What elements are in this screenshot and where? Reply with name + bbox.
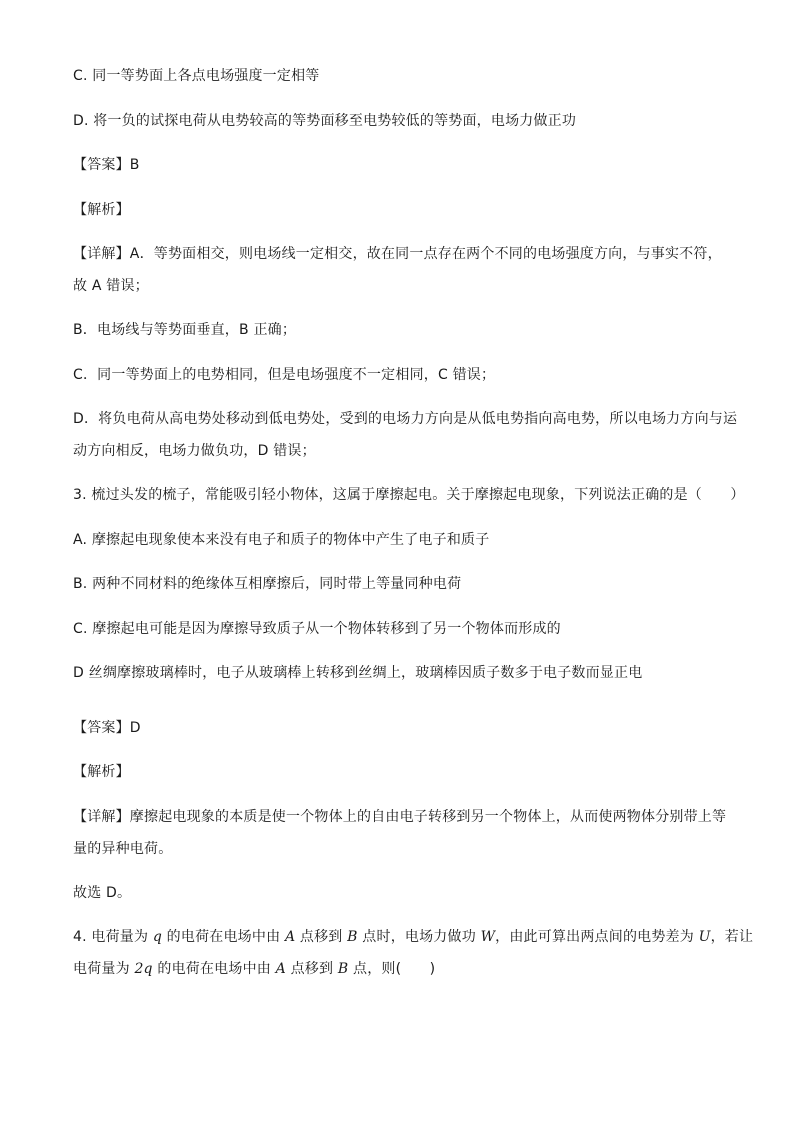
q4-text-3: 点移到 bbox=[295, 929, 348, 945]
q4-text-1: 4. 电荷量为 bbox=[73, 929, 153, 945]
answer-label-2: 【答案】D bbox=[73, 720, 141, 736]
q4-var-q: q bbox=[152, 929, 163, 945]
explanation-d-line-1: D．将负电荷从高电势处移动到低电势处，受到的电场力方向是从低电势指向高电势，所以电场力方向与运 bbox=[73, 411, 738, 427]
question-3-option-a: A. 摩擦起电现象使本来没有电子和质子的物体中产生了电子和质子 bbox=[73, 532, 490, 548]
analysis-label-2: 【解析】 bbox=[73, 764, 130, 780]
choose-answer-line: 故选 D。 bbox=[73, 885, 132, 901]
explanation-a-line-2: 故 A 错误； bbox=[73, 278, 149, 294]
q4-l2-text-4: 点，则( ) bbox=[348, 961, 436, 977]
q4-text-2: 的电荷在电场中由 bbox=[162, 929, 285, 945]
q4-var-b: B bbox=[347, 929, 358, 945]
explanation-b-line: B．电场线与等势面垂直，B 正确； bbox=[73, 322, 297, 338]
q4-var-u: U bbox=[698, 929, 711, 945]
answer-label: 【答案】B bbox=[73, 157, 140, 173]
q4-text-6: ，若让 bbox=[710, 929, 754, 945]
q4-text-5: ，由此可算出两点间的电势差为 bbox=[495, 929, 699, 945]
explanation-q3-line-2: 量的异种电荷。 bbox=[73, 841, 173, 857]
explanation-q3-line-1: 【详解】摩擦起电现象的本质是使一个物体上的自由电子转移到另一个物体上，从而使两物体分别带上等 bbox=[73, 809, 727, 825]
explanation-d-line-2: 动方向相反，电场力做负功，D 错误； bbox=[73, 443, 316, 459]
question-4-line-1 bbox=[73, 927, 753, 947]
explanation-a-line-1: 【详解】A．等势面相交，则电场线一定相交，故在同一点存在两个不同的电场强度方向，与事实不符， bbox=[73, 246, 722, 262]
question-3-stem: 3. 梳过头发的梳子，常能吸引轻小物体，这属于摩擦起电。关于摩擦起电现象，下列说法正确的是（ ） bbox=[73, 487, 745, 503]
q4-var-w: W bbox=[480, 929, 496, 945]
q4-l2-var-b: B bbox=[337, 961, 349, 977]
question-3-option-b: B. 两种不同材料的绝缘体互相摩擦后，同时带上等量同种电荷 bbox=[73, 576, 462, 592]
q4-l2-text-3: 点移到 bbox=[285, 961, 338, 977]
question-4-line-2 bbox=[73, 959, 435, 979]
q4-var-2q: 2q bbox=[134, 961, 153, 977]
question-3-option-c: C. 摩擦起电可能是因为摩擦导致质子从一个物体转移到了另一个物体而形成的 bbox=[73, 621, 561, 637]
q4-l2-text-2: 的电荷在电场中由 bbox=[152, 961, 276, 977]
option-d-line: D. 将一负的试探电荷从电势较高的等势面移至电势较低的等势面，电场力做正功 bbox=[73, 113, 577, 129]
question-3-option-d: D 丝绸摩擦玻璃棒时，电子从玻璃棒上转移到丝绸上，玻璃棒因质子数多于电子数而显正电 bbox=[73, 665, 643, 681]
explanation-c-line: C．同一等势面上的电势相同，但是电场强度不一定相同，C 错误； bbox=[73, 367, 496, 383]
q4-l2-text-1: 电荷量为 bbox=[73, 961, 135, 977]
analysis-label: 【解析】 bbox=[73, 202, 130, 218]
q4-var-a: A bbox=[284, 929, 296, 945]
option-c-line: C. 同一等势面上各点电场强度一定相等 bbox=[73, 68, 320, 84]
q4-text-4: 点时，电场力做功 bbox=[357, 929, 481, 945]
q4-l2-var-a: A bbox=[275, 961, 286, 977]
